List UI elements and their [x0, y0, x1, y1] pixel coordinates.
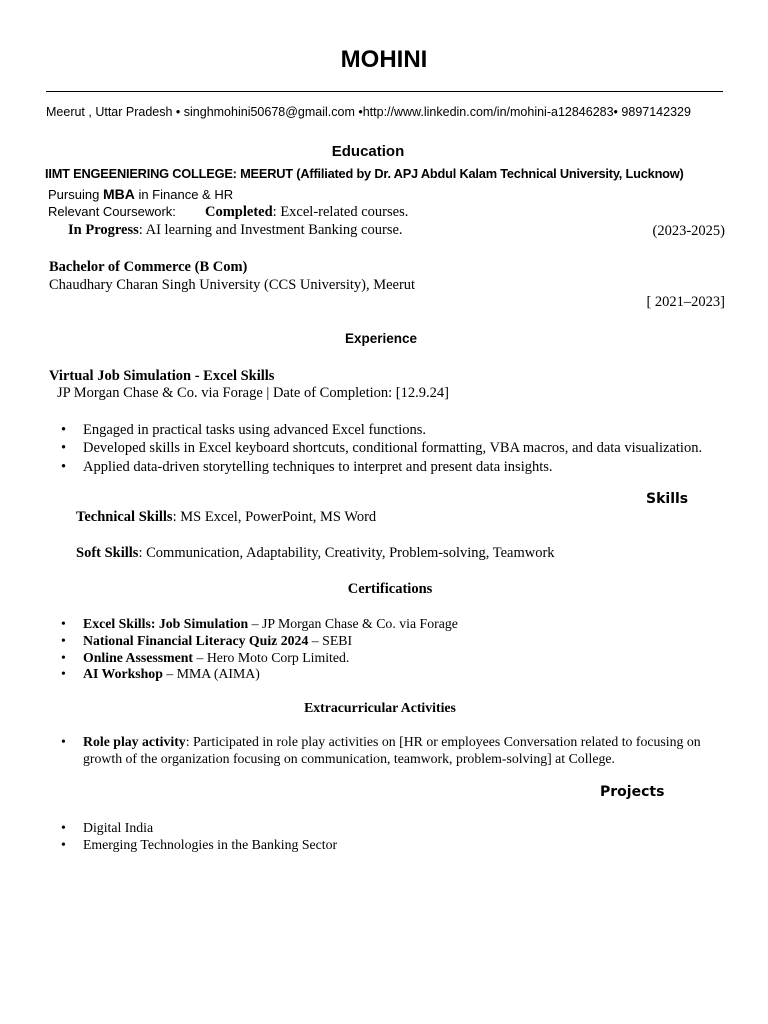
completed-label: Completed [205, 204, 273, 220]
list-item: • Applied data-driven storytelling techniques to interpret and present data insights. [83, 458, 702, 476]
in-progress-line [68, 222, 403, 239]
pursuing-degree: MBA [102, 186, 135, 202]
extracurricular-heading: Extracurricular Activities [304, 700, 456, 715]
cert-issuer: – SEBI [308, 632, 353, 648]
technical-skills-text: : MS Excel, PowerPoint, MS Word [172, 509, 377, 525]
candidate-name: MOHINI [340, 46, 428, 73]
list-item [83, 666, 458, 683]
experience-title: Virtual Job Simulation - Excel Skills [49, 368, 275, 384]
experience-bullets [83, 421, 702, 476]
list-item [83, 650, 458, 667]
technical-skills-label: Technical Skills [76, 509, 173, 525]
coursework-label: Relevant Coursework: [48, 204, 176, 219]
bcom-university: Chaudhary Charan Singh University (CCS University), Meerut [49, 277, 416, 293]
list-item [83, 616, 458, 633]
experience-org: JP Morgan Chase & Co. via Forage | Date of Completion: [12.9.24] [57, 385, 449, 401]
contact-line: Meerut , Uttar Pradesh • singhmohini50678@gmail.com •http://www.linkedin.com/in/mohini-a12846283• 9897142329 [46, 105, 691, 119]
cert-issuer: – JP Morgan Chase & Co. via Forage [248, 616, 458, 631]
pursuing-prefix: Pursuing [48, 187, 100, 202]
pursuing-line [48, 186, 233, 202]
cert-title: Online Assessment [83, 649, 194, 665]
extracurricular-list [83, 734, 723, 768]
list-item [83, 633, 458, 650]
skills-heading: Skills [646, 491, 689, 507]
cert-issuer: – Hero Moto Corp Limited. [193, 649, 350, 665]
cert-title: AI Workshop [83, 666, 163, 682]
list-item: • Developed skills in Excel keyboard shortcuts, conditional formatting, VBA macros, and data visualization. [83, 439, 702, 457]
soft-skills-text: : Communication, Adaptability, Creativity, Problem-solving, Teamwork [138, 545, 555, 561]
soft-skills-label: Soft Skills [76, 545, 139, 561]
certifications-heading: Certifications [347, 581, 433, 597]
cert-title: National Financial Literacy Quiz 2024 [83, 632, 309, 648]
activity-title: Role play activity [83, 734, 186, 749]
certifications-list [83, 616, 458, 683]
list-item: • Engaged in practical tasks using advanced Excel functions. [83, 421, 702, 439]
cert-title: Excel Skills: Job Simulation [83, 616, 249, 631]
projects-heading: Projects [600, 784, 665, 800]
list-item: • Emerging Technologies in the Banking Sector [83, 837, 337, 854]
in-progress-label: In Progress [68, 222, 139, 238]
bcom-title: Bachelor of Commerce (B Com) [49, 259, 248, 275]
header-divider [46, 91, 723, 92]
completed-text: : Excel-related courses. [272, 204, 409, 220]
pursuing-suffix: in Finance & HR [138, 187, 234, 202]
mba-dates: (2023-2025) [652, 223, 725, 239]
education-heading: Education [331, 143, 405, 160]
cert-issuer: – MMA (AIMA) [162, 666, 260, 682]
bcom-dates: [ 2021–2023] [646, 294, 725, 310]
list-item: • Digital India [83, 820, 337, 837]
completed-line [205, 204, 408, 221]
list-item [83, 734, 723, 768]
projects-list [83, 820, 337, 854]
soft-skills [76, 545, 555, 562]
experience-heading: Experience [344, 331, 418, 346]
college-name: IIMT ENGEENIERING COLLEGE: MEERUT (Affiliated by Dr. APJ Abdul Kalam Technical University, Lucknow) [45, 166, 684, 181]
activity-description: : Participated in role play activities on [HR or employees Conversation related to focusing on growth of the organization focusing on communication, teamwork, problem-solving] at College. [83, 734, 701, 766]
technical-skills [76, 509, 376, 526]
in-progress-text: : AI learning and Investment Banking course. [138, 222, 403, 238]
